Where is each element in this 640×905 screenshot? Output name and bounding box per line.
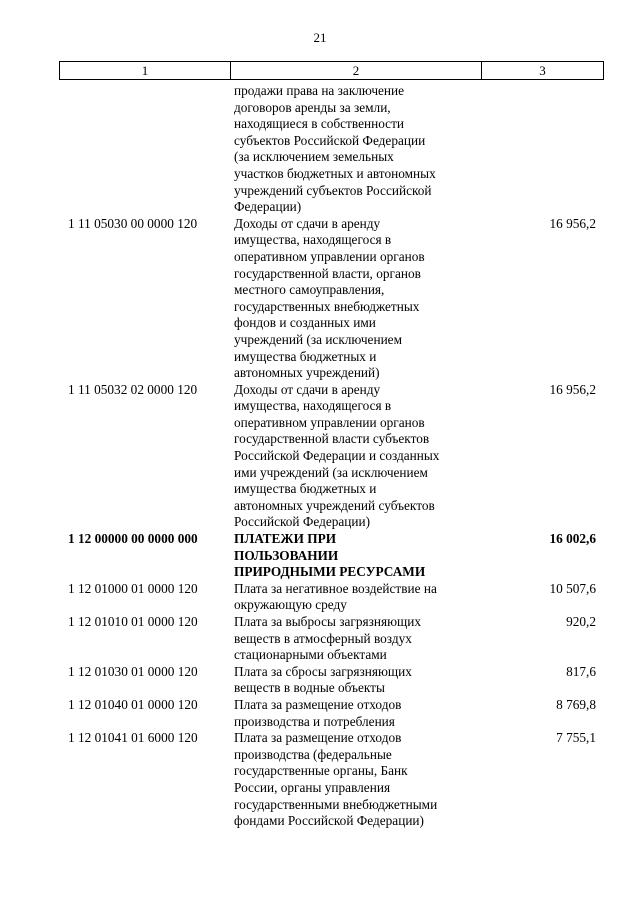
table-row [0,664,640,697]
row-name: Плата за размещение отходов производства и потребления [234,696,402,729]
row-name: ПЛАТЕЖИ ПРИ ПОЛЬЗОВАНИИ ПРИРОДНЫМИ РЕСУРСАМИ [234,531,426,580]
row-name: Плата за негативное воздействие на окружающую среду [234,580,437,613]
row-amount: 7 755,1 [556,730,596,746]
table-row [0,382,640,531]
row-name: Плата за выбросы загрязняющих веществ в атмосферный воздух стационарными объектами [234,614,422,663]
row-amount: 817,6 [566,663,596,679]
column-header-3: 3 [482,62,604,80]
row-amount: 16 956,2 [549,381,596,397]
row-name: Доходы от сдачи в аренду имущества, находящегося в оперативном управлении органов государственной власти субъектов Российской Федерации и созданных ими учреждений (за исключением имущества бюджетных и автономных учреждений субъектов Российской Федерации) [234,381,440,530]
row-amount: 10 507,6 [549,580,596,596]
page-number: 21 [313,30,327,45]
row-name: Плата за размещение отходов производства (федеральные государственные органы, Банк России, органы управления государственными внебюджетными фондами Российской Федерации) [234,730,438,829]
column-header-2: 2 [231,62,482,80]
row-name: продажи права на заключение договоров аренды за земли, находящиеся в собственности субъектов Российской Федерации (за исключением земельных участков бюджетных и автономных учреждений субъектов Российской Федерации) [234,83,436,215]
column-header-1: 1 [60,62,231,80]
table-row [0,614,640,664]
table-row-section-header [0,531,640,581]
row-code: 1 12 01040 01 0000 120 [68,696,198,712]
row-code: 1 12 01041 01 6000 120 [68,730,198,746]
budget-table-body [0,83,640,830]
row-code: 1 11 05030 00 0000 120 [68,215,198,231]
column-header-row [59,61,604,80]
row-code: 1 12 00000 00 0000 000 [68,531,198,547]
row-name: Плата за сбросы загрязняющих веществ в водные объекты [234,663,412,696]
row-code: 1 12 01010 01 0000 120 [68,614,198,629]
row-amount: 16 956,2 [549,215,596,231]
row-code: 1 11 05032 02 0000 120 [68,381,198,397]
table-row [0,697,640,730]
row-code: 1 12 01030 01 0000 120 [68,663,198,679]
row-amount: 8 769,8 [556,696,596,712]
row-code: 1 12 01000 01 0000 120 [68,580,198,596]
table-row [0,581,640,614]
table-row [0,730,640,830]
table-row [0,83,640,216]
row-amount: 920,2 [566,614,596,629]
row-name: Доходы от сдачи в аренду имущества, находящегося в оперативном управлении органов государственной власти, органов местного самоуправления, государственных внебюджетных фондов и созданных ими учреждений (за исключением имущества бюджетных и автономных учреждений) [234,215,425,381]
row-amount: 16 002,6 [549,531,596,547]
table-row [0,216,640,382]
